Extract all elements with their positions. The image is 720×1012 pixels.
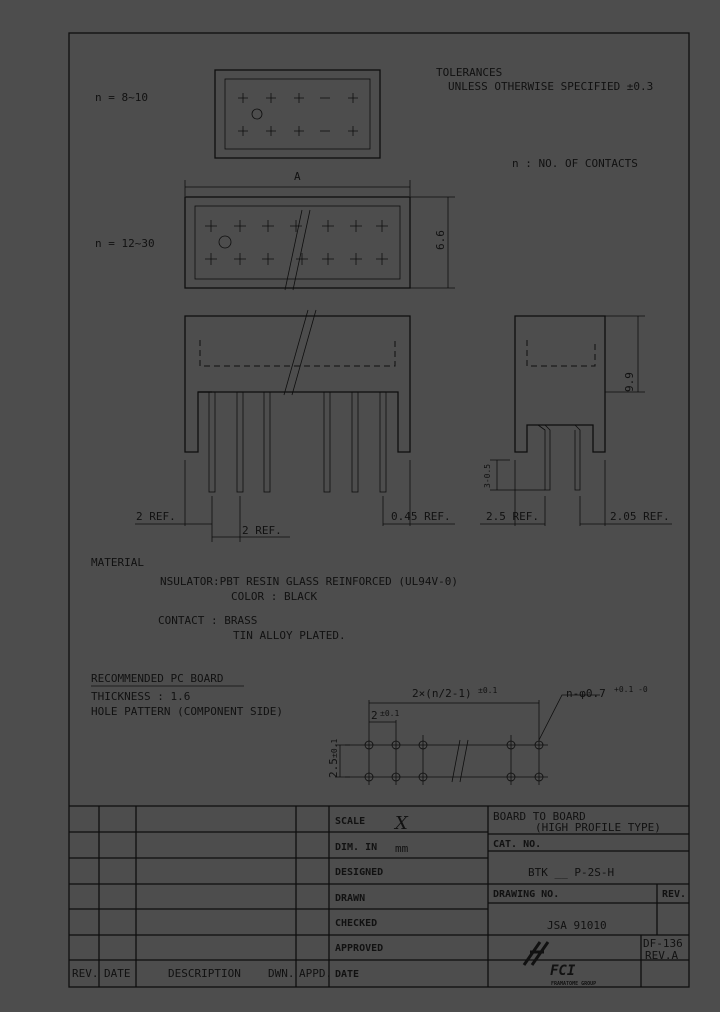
approved-label: APPROVED bbox=[335, 943, 384, 954]
dim-row-tol: ±0.1 bbox=[330, 738, 339, 758]
dim-a: A bbox=[294, 170, 301, 183]
material-heading: MATERIAL bbox=[91, 556, 144, 569]
material-color: COLOR : BLACK bbox=[231, 590, 318, 603]
dim-span-tol: ±0.1 bbox=[478, 686, 498, 695]
drawing-no-label: DRAWING NO. bbox=[493, 889, 560, 900]
rev-col-header: REV. bbox=[72, 967, 99, 980]
date-col-header: DATE bbox=[104, 967, 131, 980]
fci-logo bbox=[524, 942, 596, 987]
label-n-small: n = 8~10 bbox=[95, 91, 148, 104]
dim-row: 2.5 bbox=[327, 758, 340, 778]
material-plating: TIN ALLOY PLATED. bbox=[233, 629, 346, 642]
scale-value: X bbox=[395, 813, 408, 834]
cat-no-value: BTK __ P-2S-H bbox=[528, 866, 615, 879]
material-contact: CONTACT : BRASS bbox=[158, 614, 258, 627]
dim-pitch: 2 bbox=[371, 709, 378, 722]
dim-045ref: 0.45 REF. bbox=[391, 510, 451, 523]
pc-board-heading: RECOMMENDED PC BOARD bbox=[91, 672, 224, 685]
scale-label: SCALE bbox=[335, 816, 366, 827]
logo-sub: FRAMATOME GROUP bbox=[551, 981, 597, 987]
checked-label: CHECKED bbox=[335, 918, 378, 929]
dim-2ref-left: 2 REF. bbox=[136, 510, 176, 523]
tolerances-detail: UNLESS OTHERWISE SPECIFIED ±0.3 bbox=[448, 80, 654, 93]
dim-height: 6.6 bbox=[434, 230, 447, 250]
pc-board-hole-pattern: HOLE PATTERN (COMPONENT SIDE) bbox=[91, 705, 284, 718]
material-insulator: NSULATOR:PBT RESIN GLASS REINFORCED (UL94V-0) bbox=[160, 575, 459, 588]
dim-205ref: 2.05 REF. bbox=[610, 510, 670, 523]
logo-text: FCI bbox=[550, 963, 576, 979]
dim-in-label: DIM. IN bbox=[335, 842, 378, 853]
dim-pin-length: 3-0.5 bbox=[483, 463, 492, 488]
pc-board-thickness: THICKNESS : 1.6 bbox=[91, 690, 191, 703]
date-label: DATE bbox=[335, 969, 360, 980]
dim-in-value: mm bbox=[395, 842, 409, 855]
dim-span: 2×(n/2-1) bbox=[412, 687, 472, 700]
dwn-col-header: DWN. bbox=[268, 967, 295, 980]
tolerances-title: TOLERANCES bbox=[436, 66, 503, 79]
doc-rev: REV.A bbox=[645, 949, 679, 962]
title-line1: BOARD TO BOARD bbox=[493, 810, 586, 823]
dim-side-height: 9.9 bbox=[623, 372, 636, 392]
designed-label: DESIGNED bbox=[335, 867, 384, 878]
dim-2ref-bottom: 2 REF. bbox=[242, 524, 282, 537]
appd-col-header: APPD. bbox=[299, 967, 333, 980]
dim-pitch-tol: ±0.1 bbox=[380, 709, 400, 718]
label-n-large: n = 12~30 bbox=[95, 237, 155, 250]
dim-25ref: 2.5 REF. bbox=[486, 510, 539, 523]
title-line2: (HIGH PROFILE TYPE) bbox=[535, 821, 661, 834]
cat-no-label: CAT. NO. bbox=[493, 839, 542, 850]
description-col-header: DESCRIPTION bbox=[168, 967, 241, 980]
n-definition: n : NO. OF CONTACTS bbox=[512, 157, 638, 170]
rev-label: REV. bbox=[662, 889, 687, 900]
dim-hole-tol: +0.1 -0 bbox=[614, 685, 648, 694]
drawing-no-value: JSA 91010 bbox=[547, 919, 607, 932]
drawn-label: DRAWN bbox=[335, 893, 366, 904]
doc-id: DF-136 bbox=[643, 937, 683, 950]
dim-hole: n-φ0.7 bbox=[566, 687, 606, 700]
